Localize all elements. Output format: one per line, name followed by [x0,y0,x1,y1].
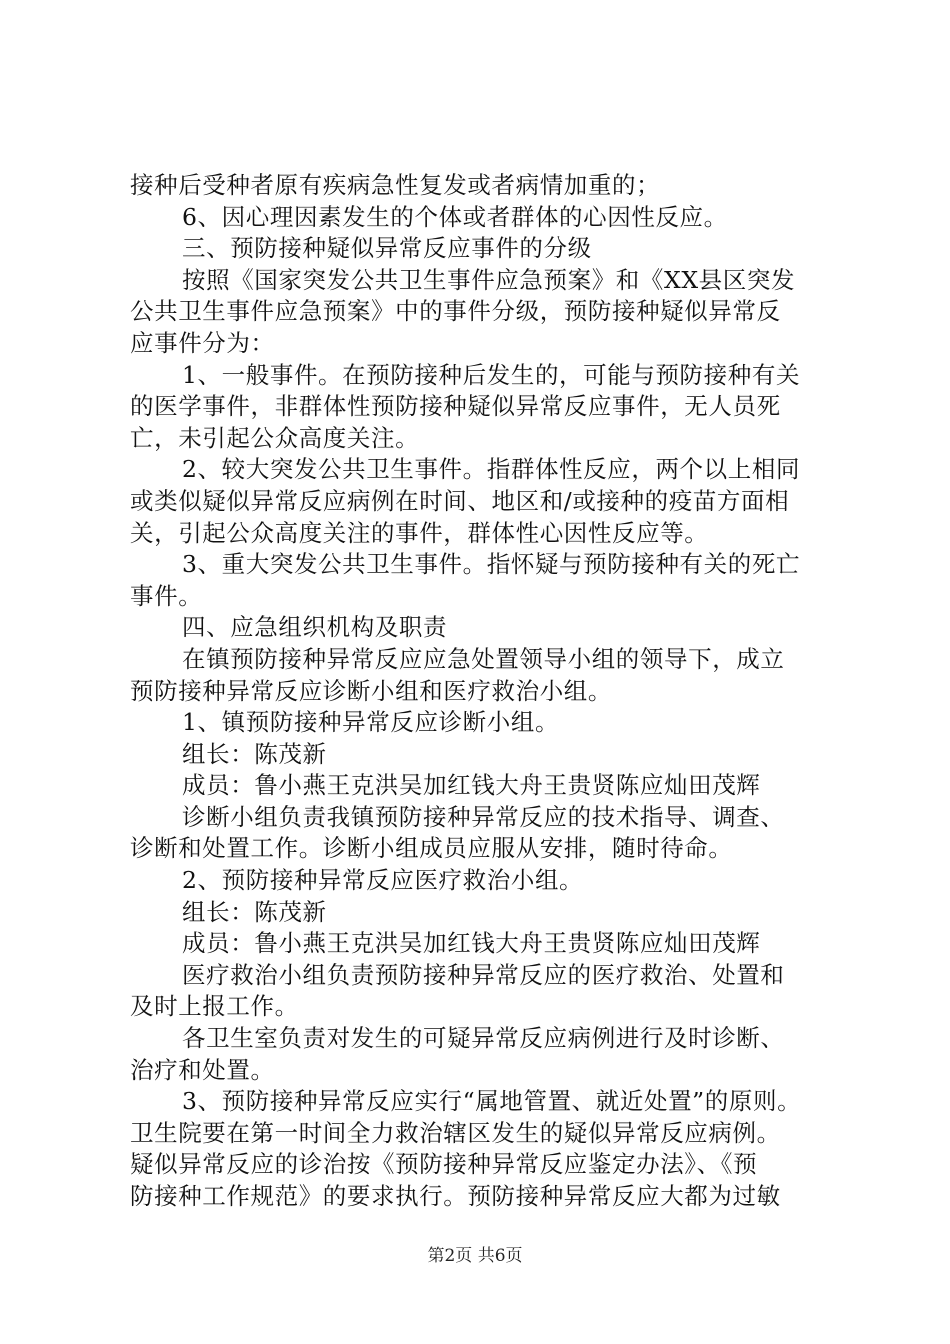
text-line: 2、预防接种异常反应医疗救治小组。 [182,866,584,895]
text-line: 成员：鲁小燕王克洪吴加红钱大舟王贵贤陈应灿田茂辉 [182,929,761,958]
text-line: 3、预防接种异常反应实行“属地管置、就近处置”的原则。 [182,1087,802,1116]
text-line: 3、重大突发公共卫生事件。指怀疑与预防接种有关的死亡 [182,550,801,579]
text-line: 成员：鲁小燕王克洪吴加红钱大舟王贵贤陈应灿田茂辉 [182,771,761,800]
text-line: 事件。 [130,581,203,610]
text-line: 诊断小组负责我镇预防接种异常反应的技术指导、调查、 [182,802,785,831]
text-line: 组长：陈茂新 [182,739,327,768]
text-line: 疑似异常反应的诊治按《预防接种异常反应鉴定办法》、《预 [130,1150,758,1179]
text-line: 亡，未引起公众高度关注。 [130,423,420,452]
text-line: 公共卫生事件应急预案》中的事件分级，预防接种疑似异常反 [130,297,781,326]
text-line: 各卫生室负责对发生的可疑异常反应病例进行及时诊断、 [182,1024,785,1053]
text-line: 在镇预防接种异常反应应急处置领导小组的领导下，成立 [182,644,785,673]
text-line: 治疗和处置。 [130,1055,275,1084]
text-line: 按照《国家突发公共卫生事件应急预案》和《XX县区突发 [182,265,796,294]
text-line: 关，引起公众高度关注的事件，群体性心因性反应等。 [130,518,709,547]
text-line: 应事件分为： [130,328,275,357]
section-heading: 四、应急组织机构及职责 [182,613,448,642]
text-line: 接种后受种者原有疾病急性复发或者病情加重的； [130,171,661,199]
text-line: 或类似疑似异常反应病例在时间、地区和/或接种的疫苗方面相 [130,486,790,515]
text-line: 组长：陈茂新 [182,897,327,926]
text-line: 6、因心理因素发生的个体或者群体的心因性反应。 [182,202,728,231]
text-line: 及时上报工作。 [130,992,299,1021]
text-line: 的医学事件，非群体性预防接种疑似异常反应事件，无人员死 [130,392,781,421]
text-line: 预防接种异常反应诊断小组和医疗救治小组。 [130,676,612,705]
text-line: 2、较大突发公共卫生事件。指群体性反应，两个以上相同 [182,455,801,484]
section-heading: 三、预防接种疑似异常反应事件的分级 [182,234,592,263]
text-line: 防接种工作规范》的要求执行。预防接种异常反应大都为过敏 [130,1182,781,1210]
page-footer: 第2页 共6页 [427,1246,523,1266]
text-line: 1、一般事件。在预防接种后发生的，可能与预防接种有关 [182,360,801,389]
text-line: 1、镇预防接种异常反应诊断小组。 [182,708,560,737]
text-line: 诊断和处置工作。诊断小组成员应服从安排，随时待命。 [130,834,733,863]
document-body [130,170,836,1213]
text-line: 医疗救治小组负责预防接种异常反应的医疗救治、处置和 [182,960,785,989]
text-line: 卫生院要在第一时间全力救治辖区发生的疑似异常反应病例。 [130,1118,781,1147]
